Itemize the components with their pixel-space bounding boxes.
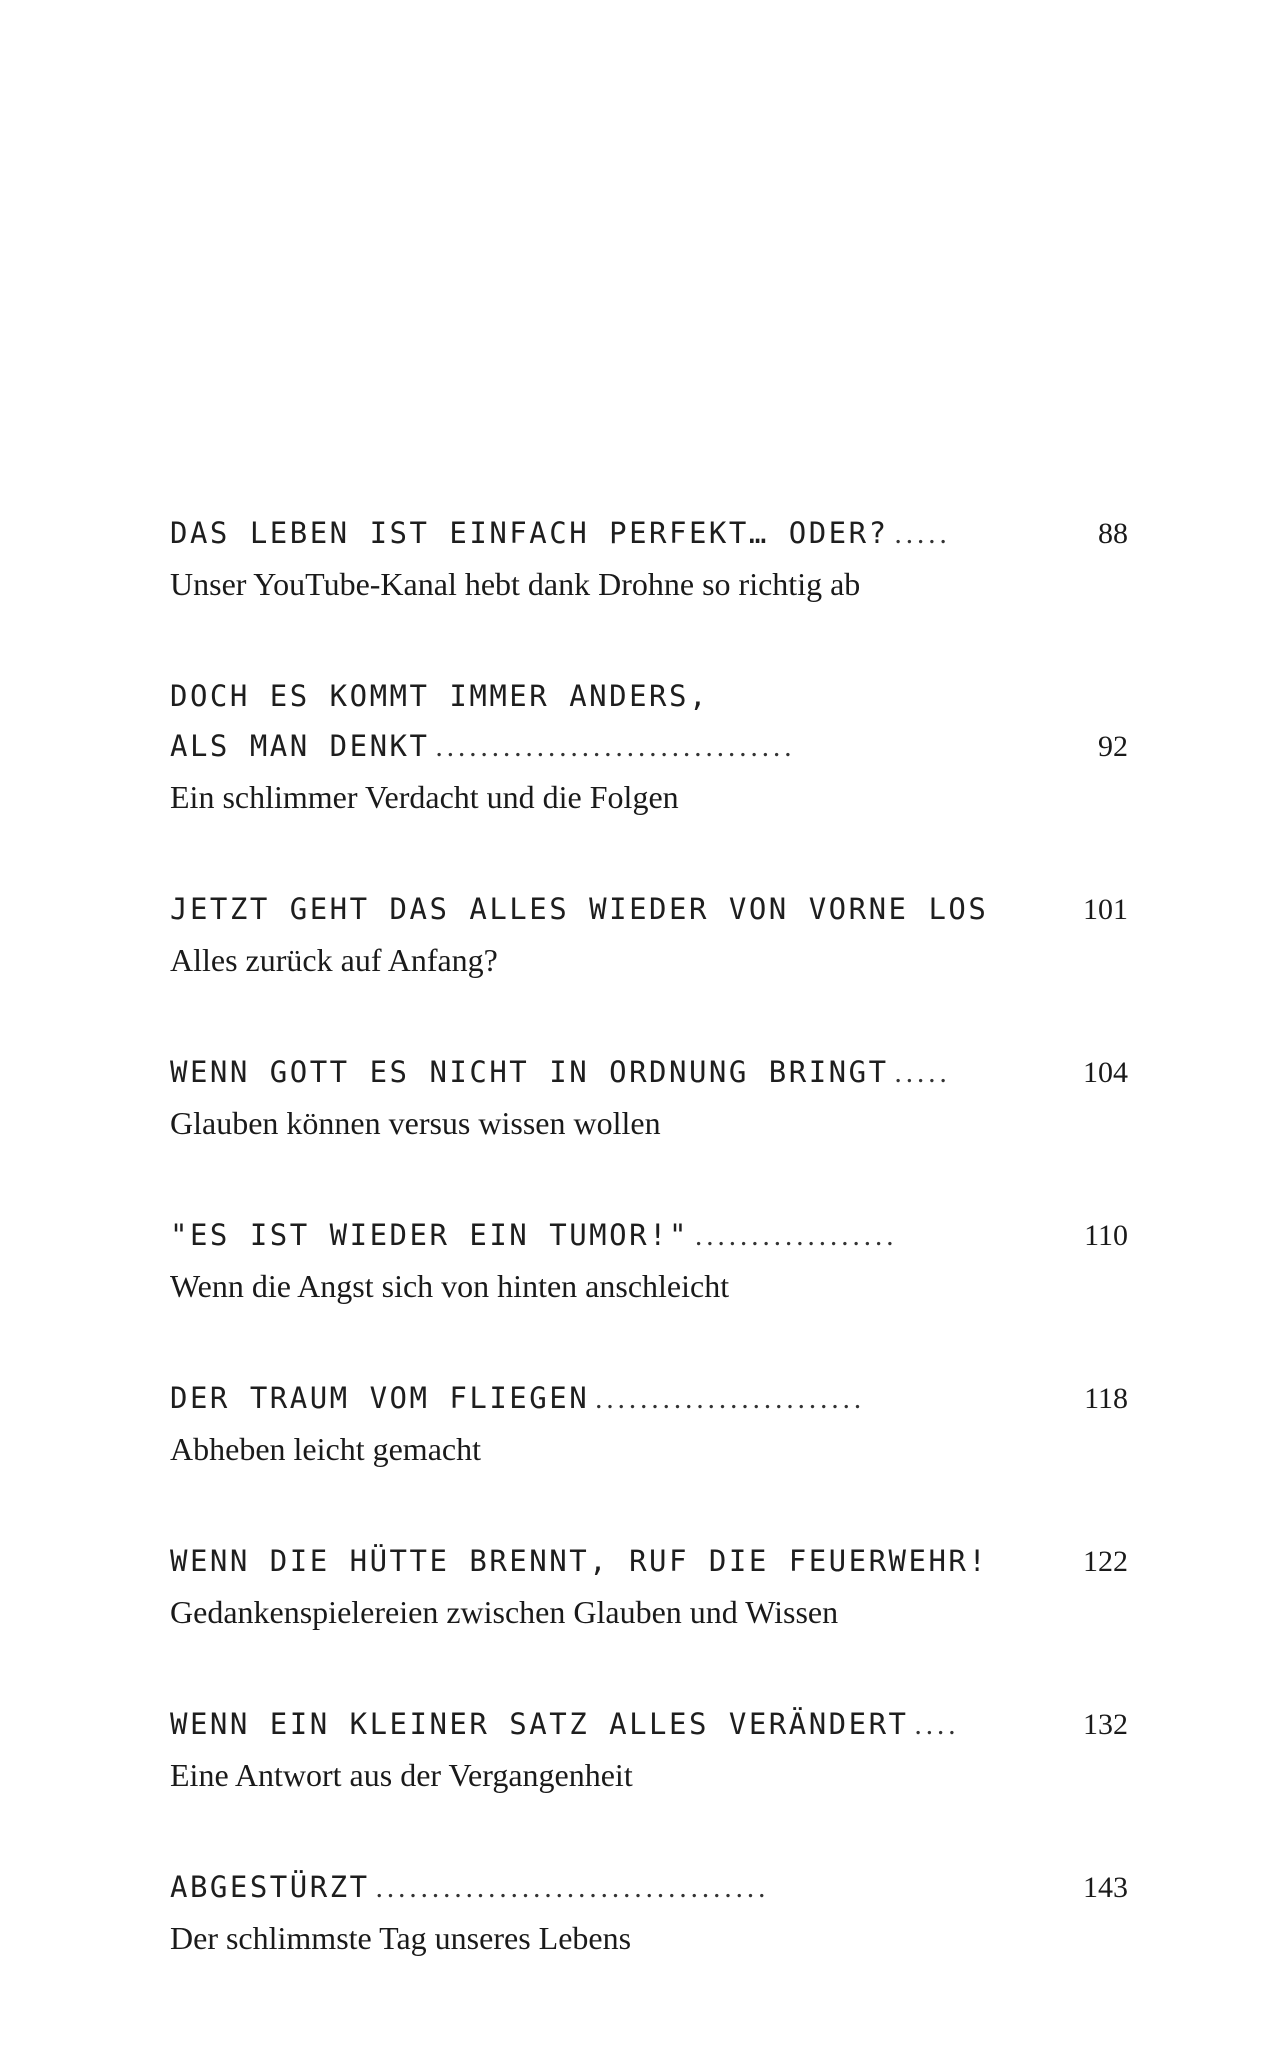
toc-heading-row [170, 884, 1128, 935]
toc-entry [170, 508, 1128, 609]
toc-heading-row [170, 1536, 1128, 1587]
leader-dots: ........................ [595, 1383, 866, 1415]
toc-entry [170, 1536, 1128, 1637]
chapter-title: JETZT GEHT DAS ALLES WIEDER VON VORNE LOS [170, 892, 989, 926]
chapter-subtitle: Eine Antwort aus der Vergangenheit [170, 1757, 633, 1793]
chapter-title: WENN EIN KLEINER SATZ ALLES VERÄNDERT [170, 1707, 909, 1741]
chapter-title: ALS MAN DENKT [170, 729, 430, 763]
chapter-subtitle: Unser YouTube-Kanal hebt dank Drohne so richtig ab [170, 566, 861, 602]
chapter-title: "ES IST WIEDER EIN TUMOR!" [170, 1218, 689, 1252]
leader-dots: .... [914, 1709, 960, 1741]
leader-dots: ..... [894, 1057, 951, 1089]
leader-dots: .................. [694, 1220, 898, 1252]
chapter-title: WENN DIE HÜTTE BRENNT, RUF DIE FEUERWEHR! [170, 1544, 989, 1578]
leader-dots: ................................... [375, 1872, 770, 1904]
chapter-title-line-1: DOCH ES KOMMT IMMER ANDERS, [170, 679, 709, 713]
page-number: 88 [1098, 517, 1128, 550]
toc-entry [170, 1373, 1128, 1474]
toc-entry [170, 1210, 1128, 1311]
toc-heading-row [170, 1210, 1128, 1261]
page-number: 132 [1083, 1708, 1128, 1741]
toc-entry [170, 671, 1128, 822]
page-number: 143 [1083, 1871, 1128, 1904]
leader-dots: ..... [894, 518, 951, 550]
chapter-title: WENN GOTT ES NICHT IN ORDNUNG BRINGT [170, 1055, 889, 1089]
toc-heading-row [170, 508, 1128, 559]
page-number: 101 [1083, 893, 1128, 926]
page-number: 118 [1084, 1382, 1128, 1415]
chapter-title: ABGESTÜRZT [170, 1870, 370, 1904]
toc-entry [170, 1862, 1128, 1963]
toc-entry [170, 884, 1128, 985]
toc-heading-row [170, 1047, 1128, 1098]
toc-heading-row [170, 721, 1128, 772]
chapter-subtitle: Alles zurück auf Anfang? [170, 942, 498, 978]
page-number: 104 [1083, 1056, 1128, 1089]
toc-heading-row [170, 1699, 1128, 1750]
table-of-contents [170, 508, 1128, 2025]
chapter-subtitle: Abheben leicht gemacht [170, 1431, 481, 1467]
page-number: 92 [1098, 730, 1128, 763]
chapter-subtitle: Wenn die Angst sich von hinten anschleicht [170, 1268, 730, 1304]
toc-heading-row [170, 1862, 1128, 1913]
toc-entry [170, 1699, 1128, 1800]
page-number: 110 [1084, 1219, 1128, 1252]
leader-dots: ................................ [435, 731, 796, 763]
page-number: 122 [1083, 1545, 1128, 1578]
chapter-subtitle: Glauben können versus wissen wollen [170, 1105, 661, 1141]
toc-entry [170, 1047, 1128, 1148]
chapter-subtitle: Gedankenspielereien zwischen Glauben und Wissen [170, 1594, 839, 1630]
chapter-title: DER TRAUM VOM FLIEGEN [170, 1381, 590, 1415]
chapter-title: DAS LEBEN IST EINFACH PERFEKT… ODER? [170, 516, 889, 550]
chapter-subtitle: Der schlimmste Tag unseres Lebens [170, 1920, 632, 1956]
chapter-subtitle: Ein schlimmer Verdacht und die Folgen [170, 779, 679, 815]
toc-heading-row [170, 1373, 1128, 1424]
